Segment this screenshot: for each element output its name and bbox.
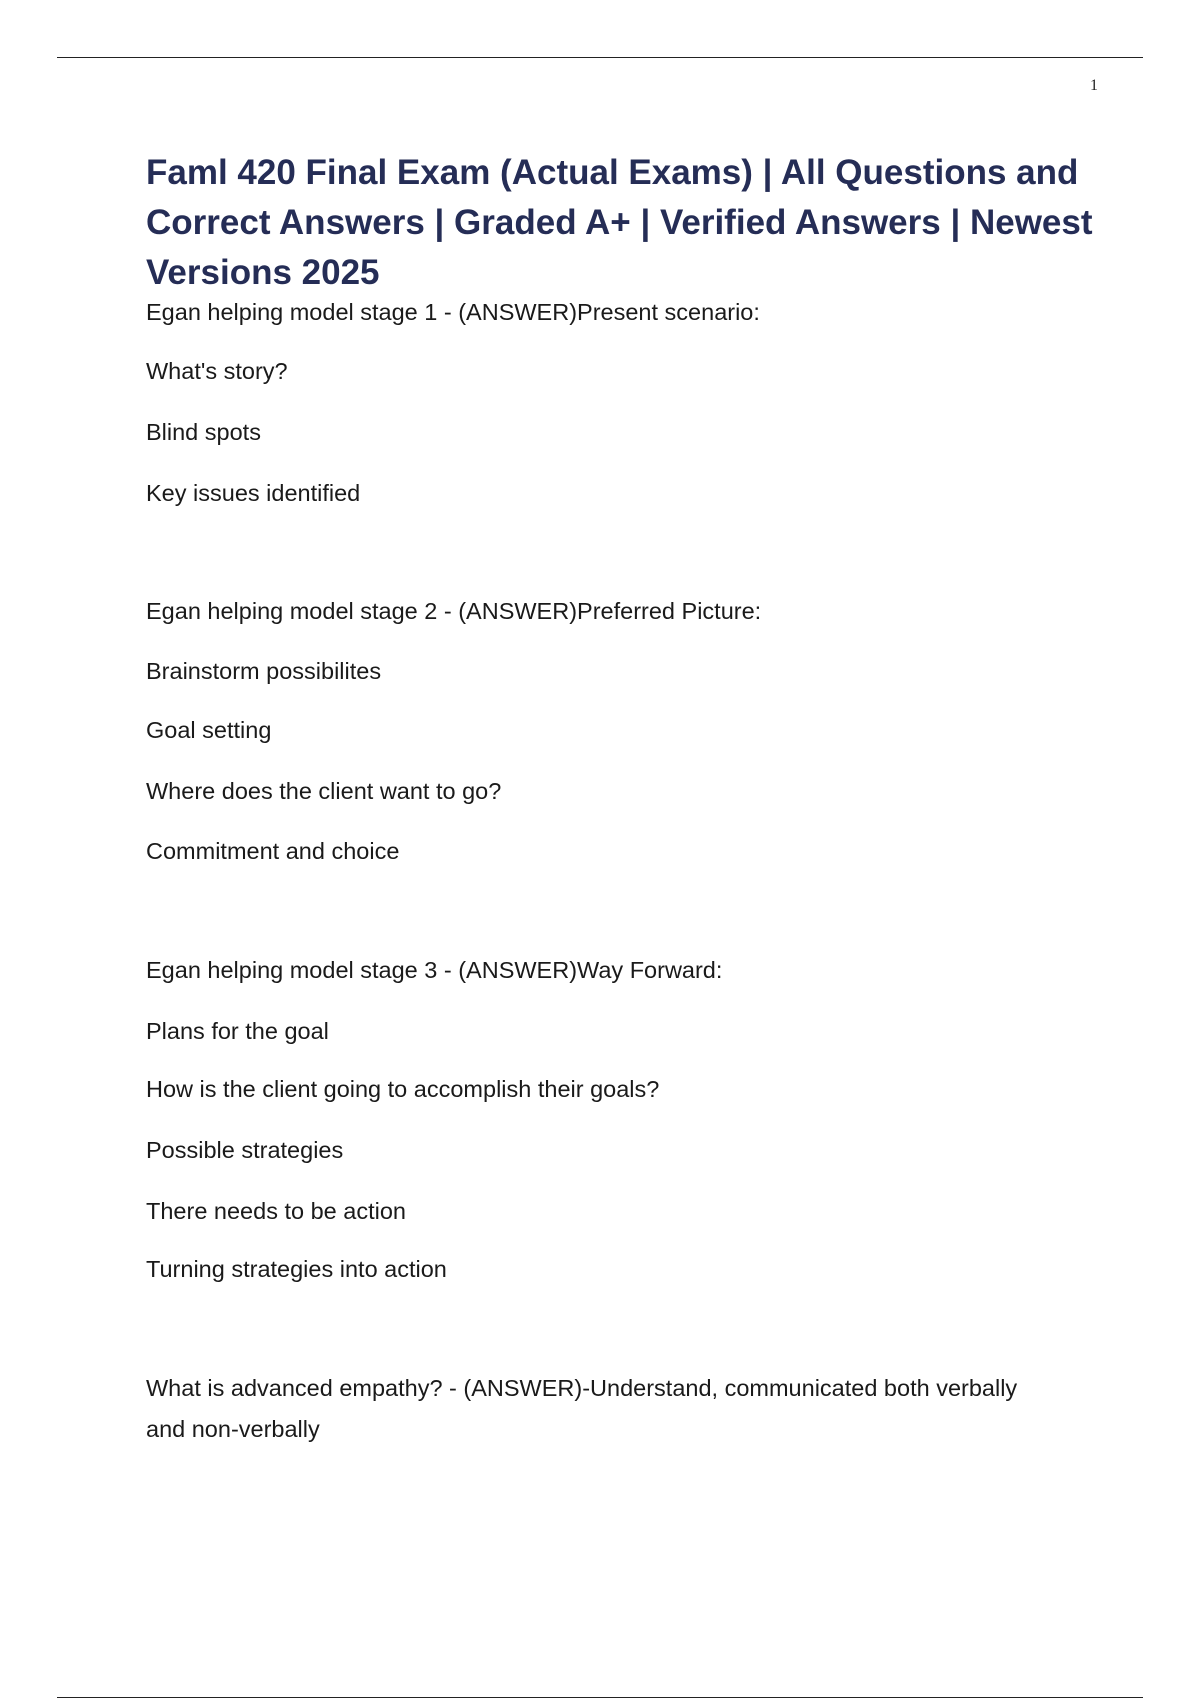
qa-detail-line: Key issues identified bbox=[146, 480, 361, 506]
qa-detail-line: Plans for the goal bbox=[146, 1018, 329, 1044]
qa-detail-line: Blind spots bbox=[146, 419, 261, 445]
document-title: Faml 420 Final Exam (Actual Exams) | All Questions and Correct Answers | Graded A+ | Verified Answers | Newest Versions 2025 bbox=[146, 153, 1093, 292]
qa-detail-line: Where does the client want to go? bbox=[146, 778, 502, 804]
qa-detail-line: There needs to be action bbox=[146, 1198, 406, 1224]
qa-question-stage-2: Egan helping model stage 2 - (ANSWER)Preferred Picture: bbox=[146, 598, 762, 624]
qa-question-stage-1: Egan helping model stage 1 - (ANSWER)Present scenario: bbox=[146, 299, 760, 325]
qa-detail-line: Goal setting bbox=[146, 717, 272, 743]
footer-rule bbox=[57, 1697, 1143, 1698]
qa-detail-line: How is the client going to accomplish their goals? bbox=[146, 1076, 660, 1102]
page-number: 1 bbox=[1090, 77, 1098, 94]
qa-question-advanced-empathy: What is advanced empathy? - (ANSWER)-Understand, communicated both verbally and non-verbally bbox=[146, 1375, 1018, 1442]
qa-detail-line: Turning strategies into action bbox=[146, 1256, 447, 1282]
qa-question-stage-3: Egan helping model stage 3 - (ANSWER)Way Forward: bbox=[146, 957, 723, 983]
qa-detail-line: Commitment and choice bbox=[146, 838, 400, 864]
qa-detail-line: What's story? bbox=[146, 358, 288, 384]
qa-detail-line: Possible strategies bbox=[146, 1137, 344, 1163]
qa-detail-line: Brainstorm possibilites bbox=[146, 658, 382, 684]
header-rule bbox=[57, 57, 1143, 58]
